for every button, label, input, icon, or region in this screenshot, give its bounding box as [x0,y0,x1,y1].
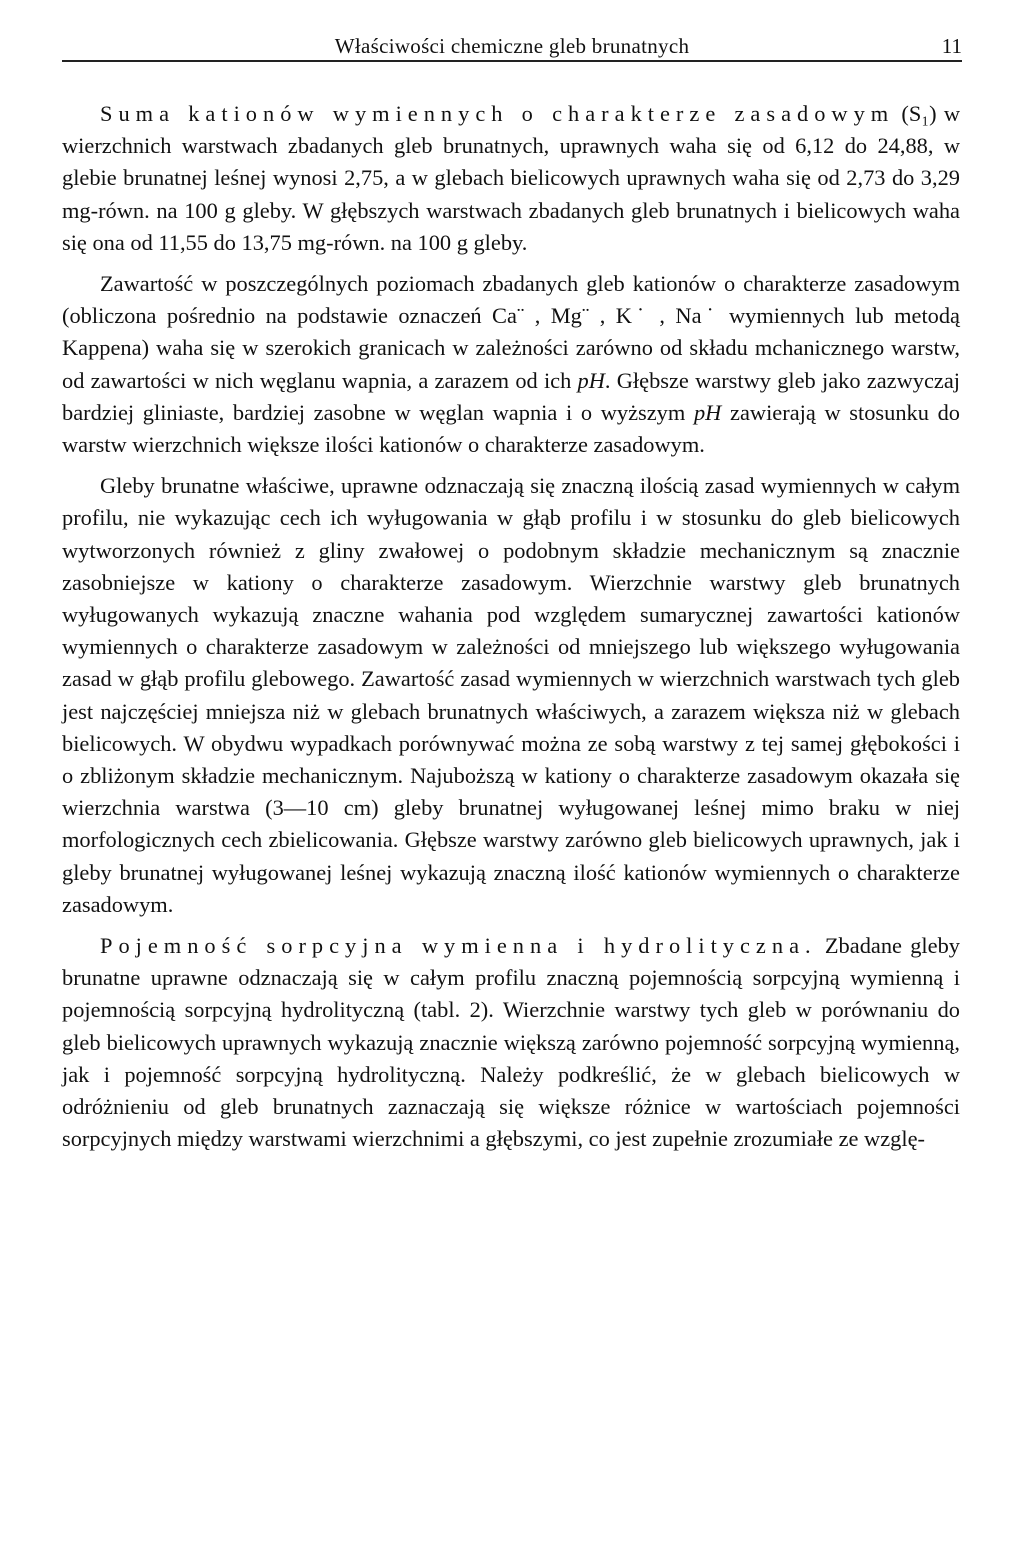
paragraph-text: (S₁) w wierzchnich warstwach zbadanych gleb brunatnych, uprawnych waha się od 6,12 do 24,88, w glebie brunatnej leśnej wynosi 2,75, a w glebach bielicowych uprawnych waha się od 2,73 do 3,29 mg-równ. na 100 g gleby. W głębszych warstwach zbadanych gleb brunatnych i bielicowych waha się ona od 11,55 do 13,75 mg-równ. na 100 g gleby. [62,101,960,255]
paragraph-suma-kationow [62,98,960,259]
paragraph-text: zawierają w stosunku do warstw wierzchnich większe ilości kationów o charakterze zasadowym. [62,399,960,458]
page-number: 11 [941,34,962,58]
paragraph-text: Zbadane gleby brunatne uprawne odznaczają się w całym profilu znaczną pojemnością sorpcyjną wymienną i pojemnością sorpcyjną hydrolityczną (tabl. 2). Wierzchnie warstwy tych gleb w porównaniu do gleb bielicowych uprawnych wykazują znacznie większą zarówno pojemność sorpcyjną wymienną, jak i pojemność sorpcyjną hydrolityczną. Należy podkreślić, że w glebach bielicowych w odróżnieniu od gleb brunatnych zaznaczają się większe różnice w wartościach pojemności sorpcyjnych między warstwami wierzchnimi a głębszymi, co jest zupełnie zrozumiałe ze wzglę- [62,933,960,1152]
ph-term: pH [693,399,722,425]
paragraph-text: Gleby brunatne właściwe, uprawne odznaczają się znaczną ilością zasad wymiennych w całym profilu, nie wykazując cech ich wyługowania w głąb profilu i w stosunku do gleb bielicowych wytworzonych również z gliny zwałowej o podobnym składzie mechanicznym są znacznie zasobniejsze w kationy o charakterze zasadowym. Wierzchnie warstwy gleb brunatnych wyługowanych wykazują znaczne wahania pod względem sumarycznej zawartości kationów wymiennych o charakterze zasadowym w zależności od mniejszego lub większego wyługowania zasad w głąb profilu glebowego. Zawartość zasad wymiennych w wierzchnich warstwach tych gleb jest najczęściej mniejsza niż w glebach brunatnych właściwych, a zarazem większa niż w glebach bielicowych. W obydwu wypadkach porównywać można ze sobą warstwy z tej samej głębokości i o zbliżonym składzie mechanicznym. Najuboższą w kationy o charakterze zasadowym okazała się wierzchnia warstwa (3—10 cm) gleby brunatnej wyługowanej leśnej mimo braku w niej morfologicznych cech zbielicowania. Głębsze warstwy zarówno gleb bielicowych uprawnych, jak i gleby brunatnej wyługowanej leśnej wykazują znaczną ilość kationów wymiennych o charakterze zasadowym. [62,473,960,917]
page-header [62,30,962,62]
paragraph-text: . Głębsze warstwy gleb jako zazwyczaj bardziej gliniaste, bardziej zasobne w węglan wapnia i o wyższym [62,367,960,425]
spaced-lead-pojemnosc: Pojemność sorpcyjna wymienna i hydrolityczna. [100,933,817,959]
paragraph-text: Zawartość w poszczególnych poziomach zbadanych gleb kationów o charakterze zasadowym (obliczona pośrednio na podstawie oznaczeń Ca¨ , Mg¨ , K˙ , Na˙ wymiennych lub metodą Kappena) waha się w szerokich granicach w zależności zarówno od składu mchanicznego warstw, od zawartości w nich węglanu wapnia, a zarazem od ich [62,271,960,393]
paragraph-gleby-brunatne [62,470,960,921]
spaced-lead-suma: Suma kationów wymiennych o charakterze zasadowym [100,101,895,126]
running-title: Właściwości chemiczne gleb brunatnych [334,34,690,58]
ph-term: pH [577,367,605,393]
paragraph-pojemnosc [62,930,960,1155]
paragraph-zawartosc [62,268,960,461]
body-text [62,98,960,1165]
